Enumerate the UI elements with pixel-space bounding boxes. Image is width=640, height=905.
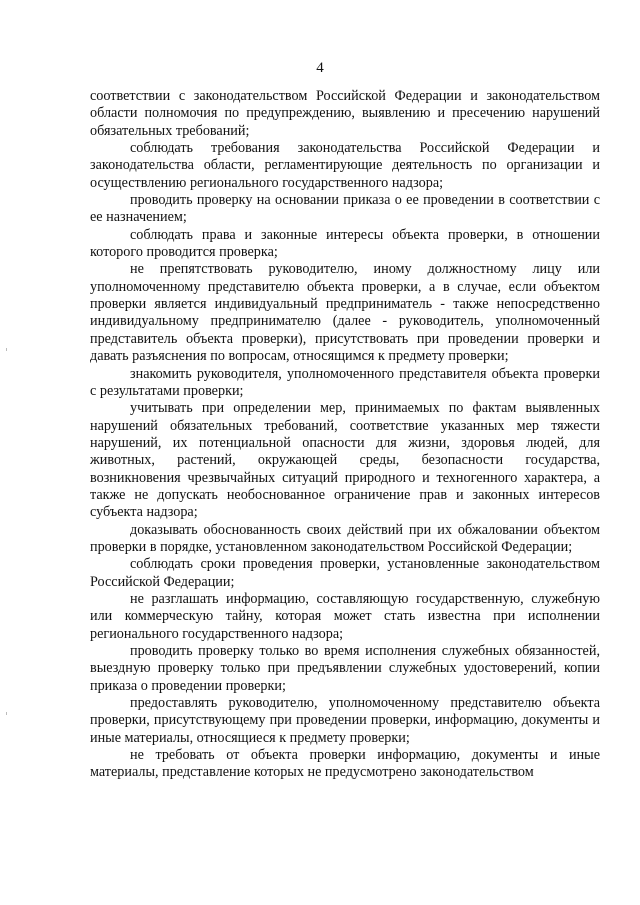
paragraph: соблюдать требования законодательства Российской Федерации и законодательства области, регламентирующие деятельность по организации и осуществлению регионального государственного надзора; xyxy=(90,140,600,191)
page-number: 4 xyxy=(316,60,324,76)
document-body xyxy=(90,88,600,782)
paragraph: не разглашать информацию, составляющую государственную, служебную или коммерческую тайну, которая может стать известна при исполнении регионального государственного надзора; xyxy=(90,590,600,642)
paragraph: соблюдать сроки проведения проверки, установленные законодательством Российской Федерации; xyxy=(90,556,600,590)
paragraph: не требовать от объекта проверки информацию, документы и иные материалы, представление которых не предусмотрено законодательством xyxy=(90,747,600,781)
scan-mark xyxy=(6,712,7,715)
scan-mark xyxy=(6,348,7,351)
paragraph: знакомить руководителя, уполномоченного представителя объекта проверки с результатами проверки; xyxy=(90,365,600,399)
paragraph: учитывать при определении мер, принимаемых по фактам выявленных нарушений обязательных требований, соответствие указанных мер тяжести нарушений, их потенциальной опасности для жизни, здоровья людей, для животных, растений, окружающей среды, безопасности государства, возникновения чрезвычайных ситуаций природного и техногенного характера, а также не допускать необоснованное ограничение прав и законных интересов субъекта надзора; xyxy=(90,400,600,521)
paragraph: проводить проверку на основании приказа о ее проведении в соответствии с ее назначением; xyxy=(90,192,600,226)
paragraph: соответствии с законодательством Российской Федерации и законодательством области полномочия по предупреждению, выявлению и пресечению нарушений обязательных требований; xyxy=(90,88,600,139)
paragraph: проводить проверку только во время исполнения служебных обязанностей, выездную проверку только при предъявлении служебных удостоверений, копии приказа о проведении проверки; xyxy=(90,643,600,694)
paragraph: соблюдать права и законные интересы объекта проверки, в отношении которого проводится проверка; xyxy=(90,226,600,261)
paragraph: предоставлять руководителю, уполномоченному представителю объекта проверки, присутствующему при проведении проверки, информацию, документы и иные материалы, относящиеся к предмету проверки; xyxy=(90,695,600,746)
paragraph: доказывать обоснованность своих действий при их обжаловании объектом проверки в порядке, установленном законодательством Российской Федерации; xyxy=(90,521,600,555)
paragraph: не препятствовать руководителю, иному должностному лицу или уполномоченному представителю объекта проверки, а в случае, если объектом проверки является индивидуальный предприниматель - также непосредственно индивидуальному предпринимателю (далее - руководитель, уполномоченный представитель объекта проверки), присутствовать при проведении проверки и давать разъяснения по вопросам, относящимся к предмету проверки; xyxy=(90,261,600,365)
